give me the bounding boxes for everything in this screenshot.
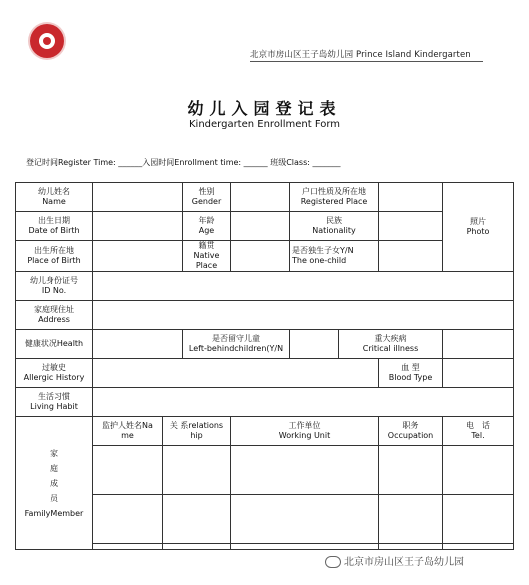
label-nationality: 民族 Nationality	[290, 212, 379, 241]
input-id-no[interactable]	[93, 272, 514, 301]
input-child-name[interactable]	[93, 183, 183, 212]
photo-box[interactable]: 照片 Photo	[443, 183, 514, 272]
input-native-place[interactable]	[231, 241, 290, 272]
label-id-no: 幼儿身份证号 ID No.	[16, 272, 93, 301]
col-guardian-name: 监护人姓名Na me	[93, 417, 163, 446]
label-registered-place: 户口性质及所在地 Registered Place	[290, 183, 379, 212]
input-place-of-birth[interactable]	[93, 241, 183, 272]
label-child-name: 幼儿姓名 Name	[16, 183, 93, 212]
school-logo	[30, 24, 64, 58]
family-row-2-relationship[interactable]	[163, 495, 231, 544]
label-dob: 出生日期 Date of Birth	[16, 212, 93, 241]
label-one-child: 是否独生子女Y/N The one-child	[290, 241, 379, 272]
family-row-3-tel[interactable]	[443, 544, 514, 550]
col-tel: 电 话 Tel.	[443, 417, 514, 446]
family-row-1-working-unit[interactable]	[231, 446, 379, 495]
family-row-1-relationship[interactable]	[163, 446, 231, 495]
col-relationship: 关 系relations hip	[163, 417, 231, 446]
label-family-member: 家 庭 成 员 FamilyMember	[16, 417, 93, 550]
wechat-icon	[325, 556, 341, 568]
col-working-unit: 工作单位 Working Unit	[231, 417, 379, 446]
input-living-habit[interactable]	[93, 388, 514, 417]
form-title-cn: 幼儿入园登记表	[187, 99, 342, 118]
label-left-behind: 是否留守儿童 Left-behindchildren(Y/N	[183, 330, 290, 359]
family-row-1-name[interactable]	[93, 446, 163, 495]
input-registered-place[interactable]	[379, 183, 443, 212]
label-gender: 性别 Gender	[183, 183, 231, 212]
label-health: 健康状况Health	[16, 330, 93, 359]
family-row-3-relationship[interactable]	[163, 544, 231, 550]
input-age[interactable]	[231, 212, 290, 241]
family-row-2-working-unit[interactable]	[231, 495, 379, 544]
family-row-1-tel[interactable]	[443, 446, 514, 495]
input-critical-illness[interactable]	[443, 330, 514, 359]
input-allergic-history[interactable]	[93, 359, 379, 388]
family-row-3-name[interactable]	[93, 544, 163, 550]
input-left-behind[interactable]	[290, 330, 339, 359]
label-native-place: 籍贯 Native Place	[183, 241, 231, 272]
input-dob[interactable]	[93, 212, 183, 241]
label-address: 家庭现住址 Address	[16, 301, 93, 330]
family-row-2-occupation[interactable]	[379, 495, 443, 544]
label-place-of-birth: 出生所在地 Place of Birth	[16, 241, 93, 272]
form-title-en: Kindergarten Enrollment Form	[188, 119, 341, 130]
label-critical-illness: 重大疾病 Critical illness	[339, 330, 443, 359]
family-row-2-name[interactable]	[93, 495, 163, 544]
header-divider	[250, 61, 483, 62]
label-allergic-history: 过敏史 Allergic History	[16, 359, 93, 388]
input-address[interactable]	[93, 301, 514, 330]
input-one-child[interactable]	[379, 241, 443, 272]
input-gender[interactable]	[231, 183, 290, 212]
input-nationality[interactable]	[379, 212, 443, 241]
input-blood-type[interactable]	[443, 359, 514, 388]
registration-line: 登记时间Register Time: ______入园时间Enrollment time: ______ 班级Class: _______	[26, 158, 341, 167]
label-age: 年龄 Age	[183, 212, 231, 241]
label-living-habit: 生活习惯 Living Habit	[16, 388, 93, 417]
family-row-1-occupation[interactable]	[379, 446, 443, 495]
input-health[interactable]	[93, 330, 183, 359]
logo-caption	[18, 60, 80, 66]
family-row-2-tel[interactable]	[443, 495, 514, 544]
family-row-3-working-unit[interactable]	[231, 544, 379, 550]
wechat-watermark: 北京市房山区王子岛幼儿园	[325, 553, 464, 568]
school-name-header: 北京市房山区王子岛幼儿园 Prince Island Kindergarten	[250, 50, 471, 60]
label-blood-type: 血 型 Blood Type	[379, 359, 443, 388]
family-row-3-occupation[interactable]	[379, 544, 443, 550]
enrollment-form-table	[15, 182, 514, 550]
col-occupation: 职务 Occupation	[379, 417, 443, 446]
